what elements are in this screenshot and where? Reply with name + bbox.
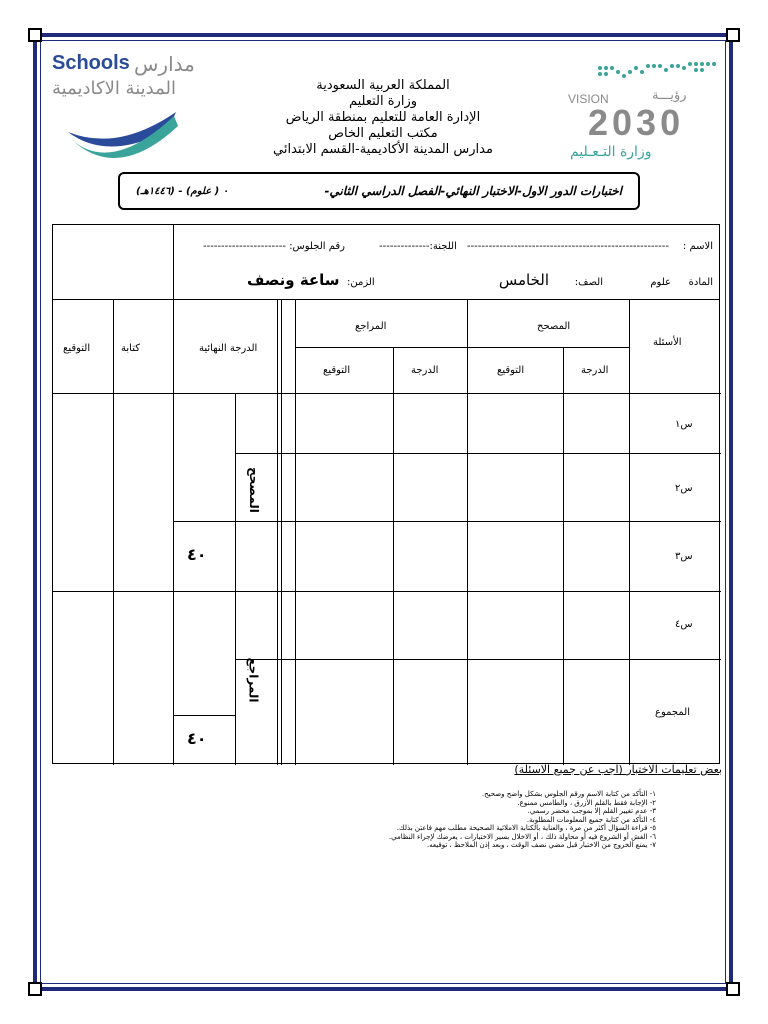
questions-header: الأسئلة xyxy=(653,337,682,348)
organization-lines xyxy=(248,78,518,158)
grid-line xyxy=(467,299,468,765)
instruction-item: ٦- الغش أو الشروع فيه أو محاولة ذلك ، أو الاخلال بسير الاختبارات ، يعرضك لإجراء النظامي. xyxy=(388,832,656,841)
school-logo-line2: المدينة الاكاديمية xyxy=(52,78,176,99)
school-logo-en: Schools xyxy=(52,52,130,74)
grid-line xyxy=(173,225,174,765)
grid-line xyxy=(629,299,630,765)
instruction-item: ١- التأكد من كتابة الاسم ورقم الجلوس بشكل واضح وصحيح. xyxy=(481,790,656,798)
instructions-list xyxy=(300,790,656,850)
instruction-item: ٣- عدم تغيير القلم إلا بموجب محضر رسمي. xyxy=(527,807,656,815)
org-line: وزارة التعليم xyxy=(348,94,418,109)
time-value: ساعة ونصف xyxy=(247,271,340,289)
grid-line xyxy=(173,299,719,300)
grid-line xyxy=(173,521,721,522)
grid-line xyxy=(53,393,721,394)
reviewer-grade-header: الدرجة xyxy=(411,365,439,376)
name-label: الاسم : xyxy=(682,241,713,252)
corrector-header: المصحح xyxy=(537,321,571,332)
row-label-q1: س١ xyxy=(675,419,693,430)
reviewer-header: المراجع xyxy=(355,321,387,332)
org-line: الإدارة العامة للتعليم بمنطقة الرياض xyxy=(285,110,481,125)
row-label-total: المجموع xyxy=(655,707,690,718)
final-grade-header: الدرجة النهائية xyxy=(199,343,258,354)
corrector-vertical-label: المصحح xyxy=(246,467,261,513)
instruction-item: ٥- قراءة السؤال أكثر من مرة ، والعناية بالكتابة الاملائية الصحيحة مطلب مهم فاعتن بذلك. xyxy=(396,824,656,832)
committee-field xyxy=(379,241,457,252)
org-line: المملكة العربية السعودية xyxy=(316,78,450,93)
ministry-text: وزارة التـعـليم xyxy=(570,144,652,160)
school-chevron-icon xyxy=(48,52,208,182)
exam-title-box xyxy=(118,172,640,210)
exam-title: اختبارات الدور الاول-الاختبار النهائي-الفصل الدراسي الثاني- xyxy=(324,184,622,198)
instruction-item: ٢- الإجابة فقط بالقلم الأزرق ، والطامس ممنوع. xyxy=(517,798,656,807)
grid-line xyxy=(235,393,236,765)
signature-header: التوقيع xyxy=(63,343,91,354)
subject-label: المادة xyxy=(688,277,713,288)
grid-line xyxy=(235,659,721,660)
frame-corner xyxy=(726,982,740,996)
instruction-item: ٧- يمنع الخروج من الاختبار قبل مضي نصف الوقت ، وبعد إذن الملاحظ ، توقيعه. xyxy=(426,841,656,849)
exam-grid xyxy=(52,224,720,764)
name-line: -------------------------------------------------------- xyxy=(466,241,669,252)
row-label-q4: س٤ xyxy=(675,619,693,630)
instructions-heading: بعض تعليمات الاختبار (اجب عن جميع الاسئلة) xyxy=(514,763,722,776)
committee-line: -------------- xyxy=(379,241,430,252)
grid-line xyxy=(173,715,235,716)
grade-value: الخامس xyxy=(498,271,549,289)
corrector-signature-header: التوقيع xyxy=(497,365,525,376)
seat-line: ----------------------- xyxy=(203,241,286,252)
time-label: الزمن: xyxy=(347,277,375,288)
org-line: مدارس المدينة الأكاديمية-القسم الابتدائي xyxy=(273,142,493,157)
row-label-q3: س٣ xyxy=(675,551,693,562)
total-score-2: ٤٠ xyxy=(187,729,207,748)
corrector-grade-header: الدرجة xyxy=(581,365,609,376)
frame-corner xyxy=(28,28,42,42)
vision-text: VISION xyxy=(568,92,609,106)
reviewer-vertical-label: المراجع xyxy=(246,657,261,703)
row-label-q2: س٢ xyxy=(675,483,693,494)
total-score-1: ٤٠ xyxy=(187,545,207,564)
exam-subtitle: ٠ ( علوم) - (١٤٤٦هـ) xyxy=(136,185,229,197)
grade-label: الصف: xyxy=(574,277,603,288)
grid-line xyxy=(393,347,394,765)
school-logo-ar: مدارس xyxy=(134,52,195,76)
writing-header: كتابة xyxy=(121,343,140,354)
org-line: مكتب التعليم الخاص xyxy=(328,126,438,141)
reviewer-signature-header: التوقيع xyxy=(323,365,351,376)
grid-line xyxy=(563,347,564,765)
ruya-text: رؤيـــة xyxy=(652,88,687,103)
instruction-item: ٤- التأكد من كتابة جميع المعلومات المطلوبة. xyxy=(526,815,656,824)
frame-corner xyxy=(28,982,42,996)
seat-label: رقم الجلوس: xyxy=(289,241,345,252)
year-2030: 2030 xyxy=(588,102,685,143)
seat-field xyxy=(203,241,345,252)
school-logo xyxy=(48,52,208,182)
grid-line xyxy=(281,299,282,765)
grid-line xyxy=(277,299,278,765)
grid-line xyxy=(295,347,629,348)
subject-value: علوم xyxy=(650,277,671,288)
grid-line xyxy=(113,299,114,765)
grid-line xyxy=(53,591,721,592)
frame-corner xyxy=(726,28,740,42)
grid-line xyxy=(235,453,721,454)
committee-label: اللجنة: xyxy=(429,241,457,252)
grid-line xyxy=(295,299,296,765)
vision-2030-logo xyxy=(560,58,720,168)
